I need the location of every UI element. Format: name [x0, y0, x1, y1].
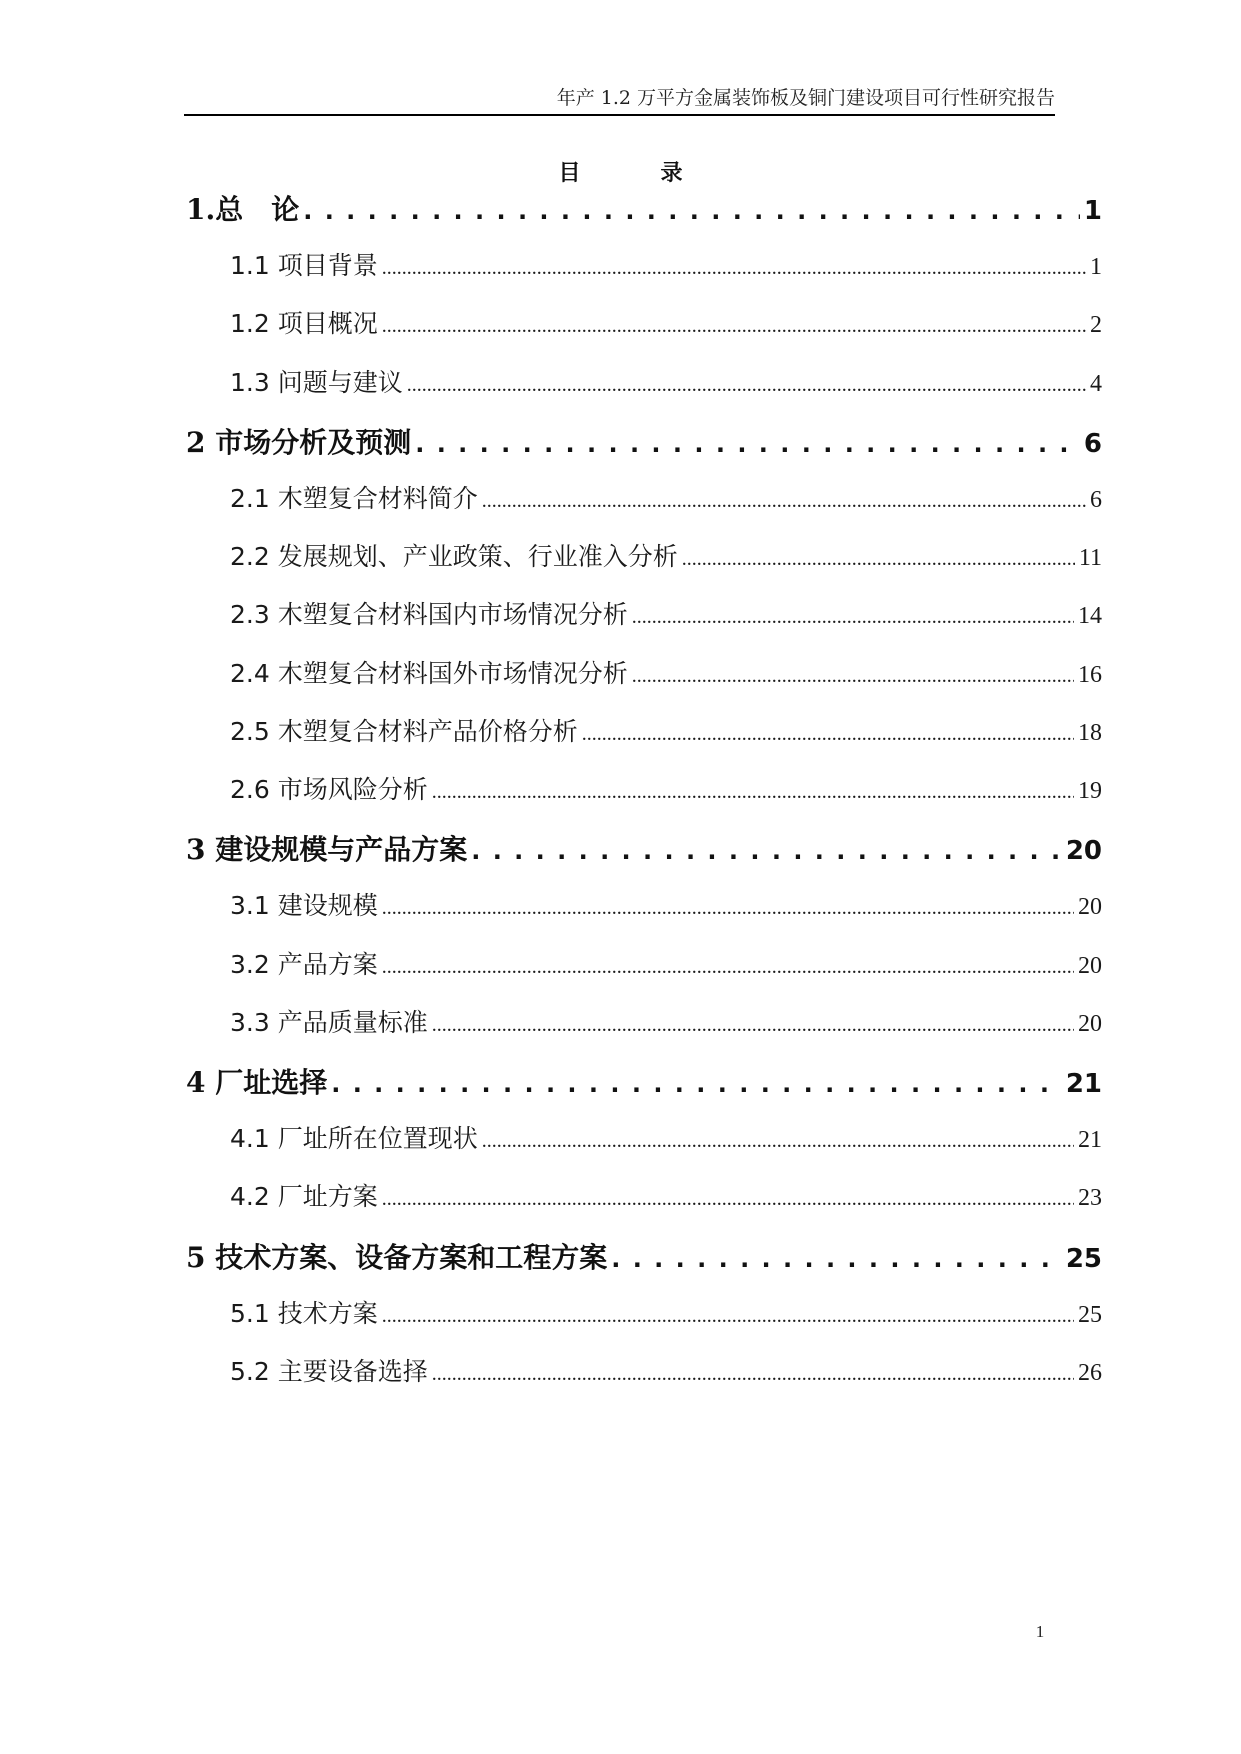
toc-section-entry[interactable]	[230, 483, 1102, 517]
toc-entry-page: 4	[1090, 371, 1102, 397]
toc-leader-dots	[432, 1356, 1074, 1390]
toc-section-entry[interactable]	[230, 599, 1102, 633]
toc-entry-page: 26	[1078, 1360, 1102, 1386]
toc-section-entry[interactable]	[230, 541, 1102, 575]
toc-section-entry[interactable]	[230, 367, 1102, 401]
toc-entry-label: 5.1 技术方案	[230, 1299, 378, 1328]
toc-section-entry[interactable]	[230, 949, 1102, 983]
toc-entry-label: 2 市场分析及预测	[186, 426, 412, 459]
toc-section-entry[interactable]	[230, 250, 1102, 284]
toc-leader-dots	[382, 1298, 1074, 1332]
toc-section-entry[interactable]	[230, 1298, 1102, 1332]
toc-entry-page: 21	[1065, 1069, 1102, 1099]
toc-section-entry[interactable]	[230, 890, 1102, 924]
page-number: 1	[1035, 1622, 1045, 1641]
toc-section-entry[interactable]	[230, 658, 1102, 692]
toc-entry-page: 1	[1083, 196, 1102, 226]
toc-leader-dots	[611, 1240, 1062, 1277]
toc-leader-dots	[432, 1007, 1074, 1041]
toc-entry-label: 4 厂址选择	[186, 1066, 328, 1099]
toc-entry-page: 20	[1065, 836, 1102, 866]
toc-entry-label: 3.2 产品方案	[230, 950, 378, 979]
toc-section-entry[interactable]	[230, 1356, 1102, 1390]
toc-entry-label: 2.3 木塑复合材料国内市场情况分析	[230, 600, 628, 629]
toc-title: 目录	[558, 161, 763, 186]
toc-entry-page: 11	[1078, 545, 1102, 571]
toc-leader-dots	[482, 1123, 1074, 1157]
toc-entry-label: 3.3 产品质量标准	[230, 1008, 428, 1037]
toc-leader-dots	[303, 192, 1080, 229]
toc-leader-dots	[471, 832, 1062, 869]
toc-entry-label: 2.1 木塑复合材料简介	[230, 484, 478, 513]
toc-entry-page: 6	[1083, 429, 1102, 459]
toc-entry-page: 20	[1078, 953, 1102, 979]
toc-leader-dots	[682, 541, 1075, 575]
toc-chapter-entry[interactable]	[186, 425, 1102, 462]
toc-leader-dots	[632, 599, 1074, 633]
toc-entry-label: 1.2 项目概况	[230, 309, 378, 338]
toc-entry-label: 5 技术方案、设备方案和工程方案	[186, 1241, 608, 1274]
toc-entry-page: 6	[1090, 487, 1102, 513]
toc-entry-label: 2.5 木塑复合材料产品价格分析	[230, 717, 578, 746]
toc-section-entry[interactable]	[230, 716, 1102, 750]
toc-entry-page: 20	[1078, 1011, 1102, 1037]
toc-entry-page: 19	[1078, 778, 1102, 804]
toc-entry-page: 20	[1078, 894, 1102, 920]
toc-entry-label: 1.总 论	[186, 193, 300, 226]
toc-entry-label: 3 建设规模与产品方案	[186, 833, 468, 866]
running-header-title: 年产 1.2 万平方金属装饰板及铜门建设项目可行性研究报告	[556, 87, 1055, 109]
toc-section-entry[interactable]	[230, 1181, 1102, 1215]
toc-section-entry[interactable]	[230, 1007, 1102, 1041]
toc-entry-label: 2.4 木塑复合材料国外市场情况分析	[230, 659, 628, 688]
toc-leader-dots	[582, 716, 1074, 750]
toc-entry-page: 23	[1078, 1185, 1102, 1211]
toc-entry-page: 21	[1078, 1127, 1102, 1153]
toc-leader-dots	[632, 658, 1074, 692]
toc-entry-label: 4.2 厂址方案	[230, 1182, 378, 1211]
toc-leader-dots	[382, 250, 1086, 284]
toc-leader-dots	[382, 890, 1074, 924]
toc-entry-label: 1.1 项目背景	[230, 251, 378, 280]
toc-leader-dots	[331, 1065, 1062, 1102]
toc-leader-dots	[382, 1181, 1074, 1215]
toc-entry-label: 2.6 市场风险分析	[230, 775, 428, 804]
toc-leader-dots	[415, 425, 1080, 462]
toc-leader-dots	[382, 308, 1086, 342]
toc-chapter-entry[interactable]	[186, 192, 1102, 229]
toc-entry-label: 1.3 问题与建议	[230, 368, 403, 397]
toc-entry-label: 5.2 主要设备选择	[230, 1357, 428, 1386]
toc-leader-dots	[432, 774, 1074, 808]
toc-entry-label: 4.1 厂址所在位置现状	[230, 1124, 478, 1153]
toc-chapter-entry[interactable]	[186, 1240, 1102, 1277]
toc-entry-page: 18	[1078, 720, 1102, 746]
toc-entry-page: 2	[1090, 312, 1102, 338]
toc-leader-dots	[407, 367, 1086, 401]
toc-section-entry[interactable]	[230, 308, 1102, 342]
toc-entry-label: 3.1 建设规模	[230, 891, 378, 920]
toc-chapter-entry[interactable]	[186, 832, 1102, 869]
toc-entry-page: 16	[1078, 662, 1102, 688]
toc-entry-page: 25	[1065, 1244, 1102, 1274]
toc-entry-page: 25	[1078, 1302, 1102, 1328]
toc-entry-label: 2.2 发展规划、产业政策、行业准入分析	[230, 542, 678, 571]
toc-entry-page: 1	[1090, 254, 1102, 280]
toc-leader-dots	[482, 483, 1086, 517]
toc-section-entry[interactable]	[230, 774, 1102, 808]
toc-leader-dots	[382, 949, 1074, 983]
toc-section-entry[interactable]	[230, 1123, 1102, 1157]
toc-chapter-entry[interactable]	[186, 1065, 1102, 1102]
toc-entry-page: 14	[1078, 603, 1102, 629]
